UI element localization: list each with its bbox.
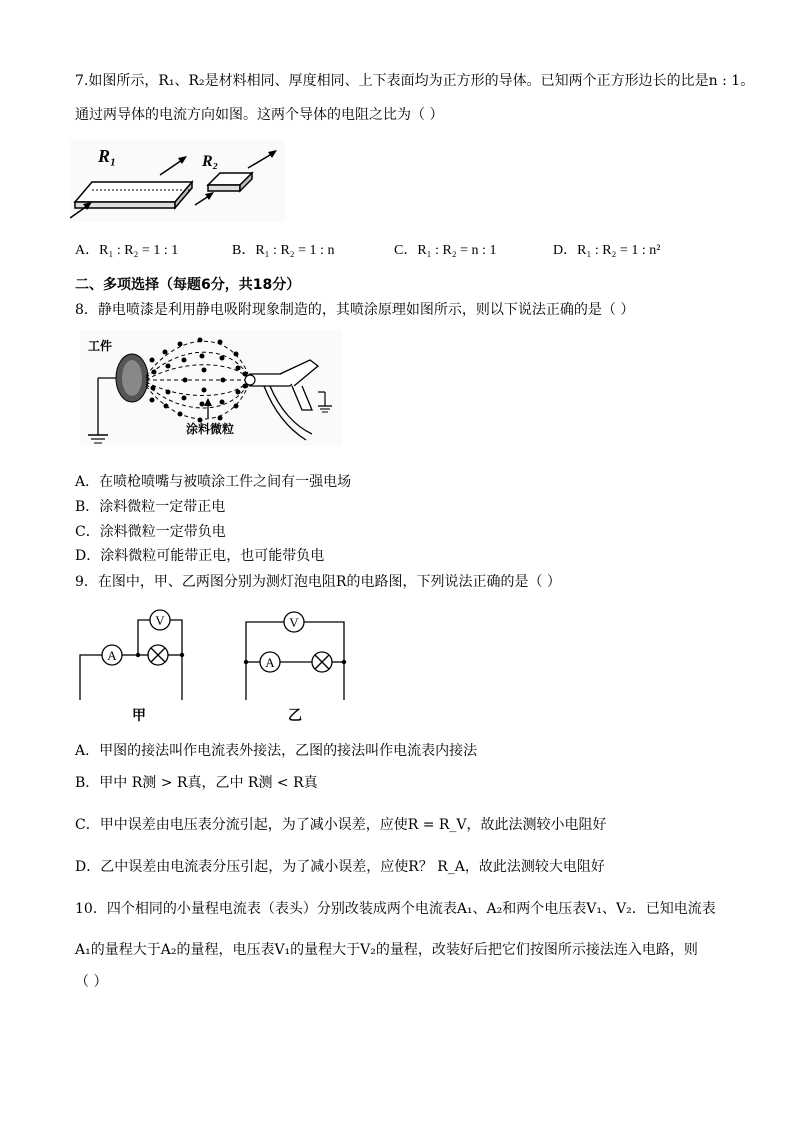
q8-option-d: D．涂料微粒可能带正电，也可能带负电 (75, 548, 325, 564)
svg-text:V: V (155, 613, 165, 628)
q7-option-c: C．R₁ : R₂ = n : 1 (394, 243, 497, 258)
q10-stem-line1: 10．四个相同的小量程电流表（表头）分别改装成两个电流表A₁、A₂和两个电压表V₁、V₂．已知电流表 (75, 901, 716, 917)
q9-option-b: B．甲中 R测 > R真，乙中 R测 < R真 (75, 775, 318, 791)
r1-plate (75, 182, 192, 208)
svg-text:A: A (265, 655, 275, 670)
workpiece-texture (122, 360, 142, 396)
section-title-multiple-choice: 二、多项选择（每题6分，共18分） (75, 277, 301, 293)
q7-stem-line1: 7.如图所示，R₁、R₂是材料相同、厚度相同、上下表面均为正方形的导体。已知两个正方形边长的比是n : 1。 (75, 73, 755, 89)
circuit-jia-voltmeter (150, 610, 170, 630)
circuit-yi-ammeter (260, 652, 280, 672)
label-yi: 乙 (288, 709, 302, 724)
q9-option-a: A．甲图的接法叫作电流表外接法，乙图的接法叫作电流表内接法 (75, 743, 478, 759)
q10-stem-line3: （ ） (75, 974, 108, 990)
q8-option-b: B．涂料微粒一定带正电 (75, 499, 226, 515)
circuit-jia-node-right (180, 653, 184, 657)
circuit-yi-node-right (342, 660, 346, 664)
q9-option-d: D．乙中误差由电流表分压引起，为了减小误差，应使R？ R_A，故此法测较大电阻好 (75, 859, 605, 875)
r2-label: R₂ (202, 153, 219, 170)
q9-circuit-figure (72, 600, 362, 728)
particles-label: 涂料微粒 (186, 422, 235, 436)
q7-conductor-figure (70, 140, 285, 222)
q8-stem: 8．静电喷漆是利用静电吸附现象制造的，其喷涂原理如图所示，则以下说法正确的是（ ） (75, 302, 635, 318)
circuit-yi-voltmeter (284, 612, 304, 632)
q10-stem-line2: A₁的量程大于A₂的量程，电压表V₁的量程大于V₂的量程，改装好后把它们按图所示接法连入电路，则 (75, 942, 698, 958)
q7-stem-line2: 通过两导体的电流方向如图。这两个导体的电阻之比为（ ） (75, 107, 444, 123)
q8-spray-figure (80, 330, 342, 445)
q7-option-a: A．R₁ : R₂ = 1 : 1 (75, 243, 179, 258)
q9-option-c: C．甲中误差由电压表分流引起，为了减小误差，应使R = R_V，故此法测较小电阻好 (75, 817, 607, 833)
svg-text:A: A (107, 648, 117, 663)
circuit-yi-lamp (312, 652, 332, 672)
label-jia: 甲 (132, 709, 146, 724)
svg-text:V: V (289, 615, 299, 630)
q7-option-b: B．R₁ : R₂ = 1 : n (232, 243, 335, 258)
q8-option-c: C．涂料微粒一定带负电 (75, 524, 226, 540)
q8-option-a: A．在喷枪喷嘴与被喷涂工件之间有一强电场 (75, 474, 352, 490)
circuit-jia-ammeter (102, 645, 122, 665)
q9-stem: 9．在图中，甲、乙两图分别为测灯泡电阻R的电路图，下列说法正确的是（ ） (75, 574, 561, 590)
circuit-jia-lamp (148, 645, 168, 665)
circuit-yi-node-left (244, 660, 248, 664)
workpiece-label: 工件 (88, 339, 113, 353)
q7-option-d: D．R₁ : R₂ = 1 : n² (553, 243, 661, 258)
r1-label: R₁ (98, 146, 117, 166)
circuit-jia-node-left (136, 653, 140, 657)
